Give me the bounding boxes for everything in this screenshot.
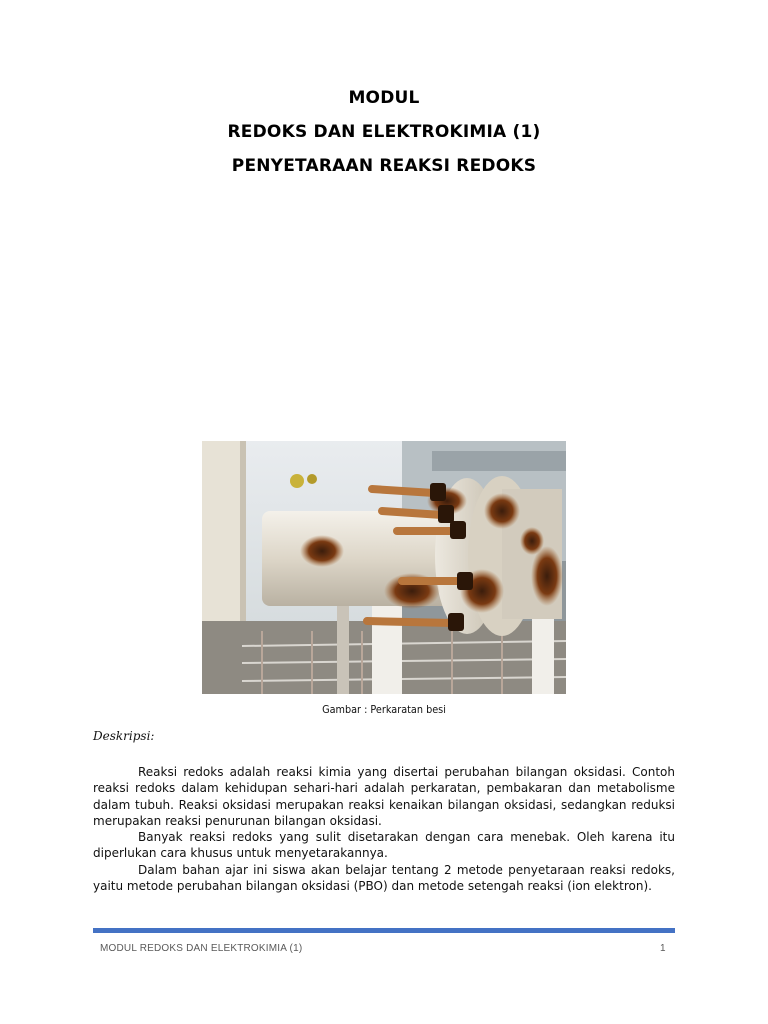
footer-title: MODUL REDOKS DAN ELEKTROKIMIA (1)	[100, 943, 303, 954]
rusted-iron-pipe-photo	[202, 441, 566, 694]
description-body	[93, 764, 675, 894]
module-label: MODUL	[348, 88, 420, 108]
paragraph: Reaksi redoks adalah reaksi kimia yang disertai perubahan bilangan oksidasi. Contoh reaksi redoks dalam kehidupan sehari-hari adalah perkaratan, pembakaran dan metabolisme dalam tubuh. Reaksi oksidasi merupakan reaksi kenaikan bilangan oksidasi, sedangkan reduksi merupakan reaksi penurunan bilangan oksidasi.	[93, 765, 675, 828]
footer-rule	[93, 928, 675, 933]
figure-caption: Gambar : Perkaratan besi	[322, 703, 446, 716]
paragraph: Banyak reaksi redoks yang sulit disetarakan dengan cara menebak. Oleh karena itu diperlukan cara khusus untuk menyetarakannya.	[93, 830, 675, 861]
module-title: REDOKS DAN ELEKTROKIMIA (1)	[227, 122, 541, 142]
module-subtitle: PENYETARAAN REAKSI REDOKS	[231, 156, 537, 176]
page-number: 1	[660, 943, 666, 954]
paragraph: Dalam bahan ajar ini siswa akan belajar tentang 2 metode penyetaraan reaksi redoks, yaitu metode perubahan bilangan oksidasi (PBO) dan metode setengah reaksi (ion elektron).	[93, 862, 675, 894]
description-heading: Deskripsi:	[93, 729, 155, 743]
